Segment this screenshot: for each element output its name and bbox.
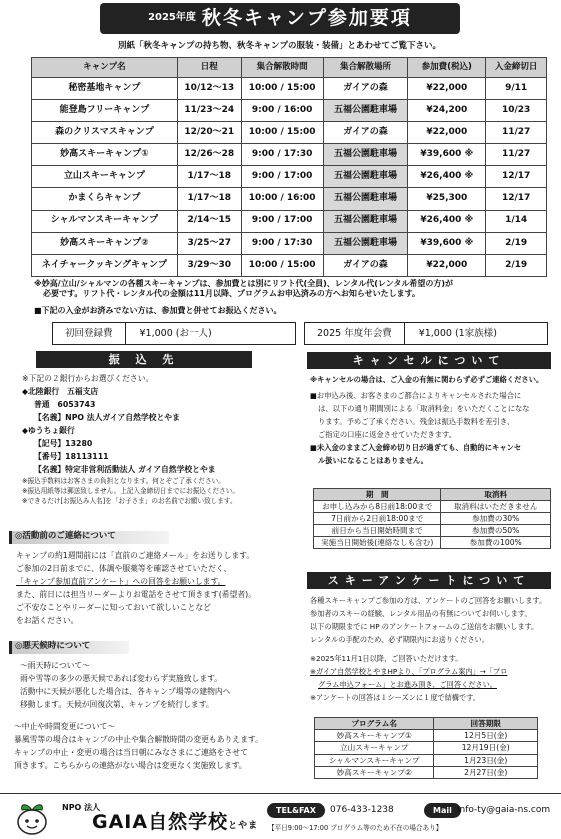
- gaia-mascot-logo: [12, 800, 52, 836]
- place-cell: ガイアの森: [323, 254, 408, 276]
- date-cell: 11/23〜24: [177, 100, 241, 122]
- deadline-cell: 1/14: [486, 210, 547, 232]
- date-cell: 3/29〜30: [177, 254, 241, 276]
- schedule-row: [32, 254, 547, 276]
- deadline-cell: 11/27: [486, 144, 547, 166]
- contact-section: [16, 549, 298, 627]
- contact-p1: キャンプの約1週間前には「直前のご連絡メール」をお送りします。: [16, 551, 255, 560]
- place-cell: 五福公園駐車場: [323, 232, 408, 254]
- program-cell: 立山スキーキャンプ: [315, 742, 434, 754]
- place-cell: ガイアの森: [323, 122, 408, 144]
- contact-p3: 「キャンプ参加直前アンケート」への回答をお願いします。: [16, 577, 226, 586]
- table-row: [315, 766, 538, 778]
- deadline-cell: 2/19: [486, 254, 547, 276]
- place-cell: 五福公園駐車場: [323, 100, 408, 122]
- fee-cell: 参加費の50%: [441, 525, 551, 537]
- bank2-number: 【番号】18113111: [34, 452, 109, 461]
- period-cell: 実施当日開始後(連絡なしも含む): [314, 537, 441, 549]
- cancel-p3: ります。予めご了承ください。残金は振込手数料を差引き、: [318, 417, 515, 426]
- schedule-row: [32, 100, 547, 122]
- fee-cell: 取消料はいただきません: [441, 501, 551, 513]
- fee-cell: ¥39,600 ※: [408, 232, 486, 254]
- schedule-row: [32, 78, 547, 100]
- table-row: [315, 730, 538, 742]
- fee-cell: 参加費の100%: [441, 537, 551, 549]
- time-cell: 10:00 / 16:00: [241, 188, 323, 210]
- weather-p6: 頂きます。こちらからの連絡がない場合は変更なく実施致します。: [14, 761, 247, 770]
- ski-note: [34, 279, 534, 299]
- bank2-code: 【記号】13280: [34, 439, 93, 448]
- camp-name-cell: 妙高スキーキャンプ②: [32, 232, 178, 254]
- footer-brand-sub: とやま: [228, 821, 259, 831]
- contact-p4: また、前日には担当リーダーよりお電話をさせて頂きます(希望者)。: [16, 590, 256, 599]
- col-date: 日程: [177, 58, 241, 78]
- cancel-fee-table: [313, 488, 551, 549]
- survey-p1: 各種スキーキャンプご参加の方は、アンケートのご回答をお願いします。: [310, 596, 547, 605]
- cancel-p5: ■未入金のままご入金締め切り日が過ぎても、自動的にキャンセ: [310, 443, 522, 452]
- schedule-row: [32, 188, 547, 210]
- program-cell: 妙高スキーキャンプ②: [315, 766, 434, 778]
- footer: [0, 793, 561, 839]
- survey-col-program: プログラム名: [315, 718, 434, 730]
- cancel-header: キャンセルについて: [307, 352, 551, 369]
- title-year: 2025年度: [148, 12, 196, 24]
- ski-note-line2: 必要です。リフト代・レンタル代の金額は11月以降、プログラムお申込済みの方へお知らせいたします。: [43, 289, 421, 298]
- footer-brand-name: GAIA自然学校: [92, 811, 229, 833]
- camp-name-cell: シャルマンスキーキャンプ: [32, 210, 178, 232]
- footer-org-type: NPO 法人: [62, 803, 101, 812]
- cancel-p6: ル扱いになることはありません。: [318, 456, 428, 465]
- bank1-holder: 【名義】NPO 法人ガイア自然学校とやま: [34, 413, 180, 422]
- weather-h2: 〜中止や時間変更について〜: [14, 722, 116, 731]
- contact-p2: ご参加の2日前までに、体調や服薬等を確認させていただく、: [16, 564, 232, 573]
- survey-header-row: [315, 718, 538, 730]
- table-row: [314, 525, 551, 537]
- transfer-note3: ※できるだけ[お振込み人名]を「お子さま」のお名前でお願い致します。: [22, 497, 237, 505]
- deadline-cell: 2月27日(金): [434, 766, 538, 778]
- fee-cell: ¥22,000: [408, 78, 486, 100]
- initial-fee-label: 初回登録費: [65, 327, 113, 339]
- deadline-cell: 12/17: [486, 188, 547, 210]
- camp-name-cell: ネイチャークッキングキャンプ: [32, 254, 178, 276]
- camp-name-cell: 森のクリスマスキャンプ: [32, 122, 178, 144]
- deadline-cell: 10/23: [486, 100, 547, 122]
- initial-fee-box: [52, 322, 296, 345]
- time-cell: 9:00 / 17:30: [241, 144, 323, 166]
- deposit-note: ■下記の入金がお済みでない方は、参加費と併せてお振込ください。: [34, 306, 282, 315]
- survey-section: [310, 594, 555, 704]
- col-camp-name: キャンプ名: [32, 58, 178, 78]
- weather-p1: 雨や雪等の多少の悪天候であれば変わらず実施致します。: [20, 674, 223, 683]
- weather-section: [14, 659, 304, 772]
- cancel-p1: ■お申込み後、お客さまのご都合によりキャンセルされた場合に: [310, 391, 522, 400]
- fee-cell: ¥39,600 ※: [408, 144, 486, 166]
- cancel-intro: ※キャンセルの場合は、ご入金の有無に関わらず必ずご連絡ください。: [310, 375, 544, 384]
- time-cell: 9:00 / 17:00: [241, 166, 323, 188]
- table-row: [314, 501, 551, 513]
- place-cell: ガイアの森: [323, 78, 408, 100]
- contact-header: ◎活動前のご連絡について: [9, 531, 169, 544]
- program-cell: シャルマンスキーキャンプ: [315, 754, 434, 766]
- mail-address: info-ty@gaia-ns.com: [457, 805, 551, 815]
- footer-brand: [92, 811, 258, 835]
- weather-header: ◎悪天候時について: [9, 641, 129, 654]
- deadline-cell: 1月23日(金): [434, 754, 538, 766]
- title-main: 秋冬キャンプ参加要項: [201, 6, 412, 29]
- mail-label: Mail: [424, 803, 461, 818]
- cancel-header-row: [314, 489, 551, 501]
- camp-name-cell: かまくらキャンプ: [32, 188, 178, 210]
- camp-name-cell: 立山スキーキャンプ: [32, 166, 178, 188]
- transfer-intro: ※下記の２銀行からお選びください。: [22, 374, 154, 383]
- fee-cell: ¥22,000: [408, 254, 486, 276]
- ski-note-line1: ※妙高/立山/シャルマンの各種スキーキャンプは、参加費とは別にリフト代(全員)、レンタル代(レンタル希望の方)が: [34, 279, 454, 288]
- deadline-cell: 9/11: [486, 78, 547, 100]
- fee-cell: 参加費の30%: [441, 513, 551, 525]
- col-deadline: 入金締切日: [486, 58, 547, 78]
- time-cell: 9:00 / 17:00: [241, 210, 323, 232]
- deadline-cell: 11/27: [486, 122, 547, 144]
- program-cell: 妙高スキーキャンプ①: [315, 730, 434, 742]
- deadline-cell: 12月19日(金): [434, 742, 538, 754]
- table-row: [315, 742, 538, 754]
- cancel-section: [310, 373, 555, 467]
- subnote: 別紙「秋冬キャンプの持ち物、秋冬キャンプの服装・装備」とあわせてご覧下さい。: [118, 41, 442, 51]
- place-cell: 五福公園駐車場: [323, 166, 408, 188]
- date-cell: 12/26〜28: [177, 144, 241, 166]
- col-place: 集合解散場所: [323, 58, 408, 78]
- survey-header: スキーアンケートについて: [307, 572, 551, 589]
- weather-p2: 活動中に天候が悪化した場合は、各キャンプ場等の建物内へ: [20, 687, 231, 696]
- bank1-account: 普通 6053743: [34, 400, 96, 409]
- initial-fee-value: ¥1,000 (お一人): [125, 323, 226, 344]
- date-cell: 1/17〜18: [177, 188, 241, 210]
- survey-col-deadline: 回答期限: [434, 718, 538, 730]
- date-cell: 2/14〜15: [177, 210, 241, 232]
- schedule-row: [32, 210, 547, 232]
- date-cell: 1/17〜18: [177, 166, 241, 188]
- weather-p3: 移動します。天候が回復次第、キャンプを続行します。: [20, 700, 214, 709]
- contact-p5: ご不安なことやリーダーに知っておいて欲しいことなど: [16, 603, 211, 612]
- bank2-holder: 【名義】特定非営利活動法人 ガイア自然学校とやま: [34, 465, 216, 474]
- cancel-col-fee: 取消料: [441, 489, 551, 501]
- schedule-row: [32, 232, 547, 254]
- col-time: 集合解散時間: [241, 58, 323, 78]
- table-row: [315, 754, 538, 766]
- schedule-header-row: [32, 58, 547, 78]
- time-cell: 10:00 / 15:00: [241, 78, 323, 100]
- time-cell: 10:00 / 15:00: [241, 254, 323, 276]
- period-cell: 7日前から2日前18:00まで: [314, 513, 441, 525]
- schedule-row: [32, 166, 547, 188]
- deadline-cell: 12/17: [486, 166, 547, 188]
- fee-cell: ¥25,300: [408, 188, 486, 210]
- annual-fee-label: 2025 年度年会費: [317, 327, 392, 339]
- fee-cell: ¥26,400 ※: [408, 210, 486, 232]
- table-row: [314, 537, 551, 549]
- annual-fee-value: ¥1,000 (1家族様): [404, 323, 511, 344]
- place-cell: 五福公園駐車場: [323, 144, 408, 166]
- schedule-table: [31, 57, 547, 277]
- date-cell: 12/20〜21: [177, 122, 241, 144]
- fee-cell: ¥24,200: [408, 100, 486, 122]
- survey-p7: グラム申込フォーム」とお進み頂き、ご回答ください。: [318, 680, 497, 689]
- tel-label: TEL&FAX: [267, 803, 325, 818]
- transfer-note1: ※振込手数料はお客さまの負担となります。何とぞご了承ください。: [22, 477, 225, 485]
- contact-p6: をお話ください。: [16, 616, 79, 625]
- cancel-p2: は、以下の通り期間別による「取消料金」をいただくことになな: [318, 404, 530, 413]
- transfer-section: [22, 372, 292, 506]
- survey-p6: ※ガイア自然学校とやまHPより、「プログラム案内」→「プロ: [310, 667, 508, 676]
- deadline-cell: 12月5日(金): [434, 730, 538, 742]
- bank2: ◆ゆうちょ銀行: [22, 426, 75, 435]
- fee-cell: ¥26,400 ※: [408, 166, 486, 188]
- cancel-p4: ご指定の口座に返金させていただきます。: [318, 430, 457, 439]
- deadline-cell: 2/19: [486, 232, 547, 254]
- date-cell: 10/12〜13: [177, 78, 241, 100]
- fee-cell: ¥22,000: [408, 122, 486, 144]
- date-cell: 3/25〜27: [177, 232, 241, 254]
- time-cell: 9:00 / 16:00: [241, 100, 323, 122]
- survey-p5: ※2025年11月1日以降、ご回答いただけます。: [310, 654, 463, 663]
- period-cell: お申し込みから8日前18:00まで: [314, 501, 441, 513]
- camp-name-cell: 妙高スキーキャンプ①: [32, 144, 178, 166]
- weather-p4: 暴風雪等の場合はキャンプの中止や集合解散時間の変更もありえます。: [14, 735, 263, 744]
- survey-p8: ※アンケートの回答は１シーズンに１度で結構です。: [310, 693, 480, 702]
- schedule-row: [32, 144, 547, 166]
- transfer-header: 振 込 先: [36, 351, 252, 368]
- survey-p2: 参加者のスキーの経験、レンタル用品の有無についてお伺いします。: [310, 609, 532, 618]
- annual-fee-box: [304, 322, 548, 345]
- tel-number: 076-433-1238: [330, 805, 394, 815]
- survey-p3: 以下の期限までに HP のアンケートフォームのご送信をお願いします。: [310, 622, 539, 631]
- office-hours: 【平日9:00〜17:00 プログラム等のため不在の場合あり】: [268, 824, 443, 832]
- place-cell: 五福公園駐車場: [323, 188, 408, 210]
- page-title: [100, 3, 460, 34]
- weather-h1: 〜雨天時について〜: [20, 661, 91, 670]
- camp-name-cell: 能登島フリーキャンプ: [32, 100, 178, 122]
- period-cell: 前日から当日開始時間まで: [314, 525, 441, 537]
- transfer-note2: ※振込用紙等は郵送致しません。上記入金締切日までにお振込ください。: [22, 487, 239, 495]
- camp-name-cell: 秘密基地キャンプ: [32, 78, 178, 100]
- survey-deadline-table: [314, 717, 538, 779]
- time-cell: 9:00 / 17:30: [241, 232, 323, 254]
- bank1: ◆北陸銀行 五福支店: [22, 387, 99, 396]
- col-fee: 参加費(税込): [408, 58, 486, 78]
- place-cell: 五福公園駐車場: [323, 210, 408, 232]
- table-row: [314, 513, 551, 525]
- time-cell: 10:00 / 15:00: [241, 122, 323, 144]
- schedule-row: [32, 122, 547, 144]
- cancel-col-period: 期 間: [314, 489, 441, 501]
- survey-p4: レンタルの手配のため、必ず期限内にお送りください。: [310, 635, 489, 644]
- weather-p5: キャンプの中止・変更の場合は当日朝にみなさまにご連絡をさせて: [14, 748, 248, 757]
